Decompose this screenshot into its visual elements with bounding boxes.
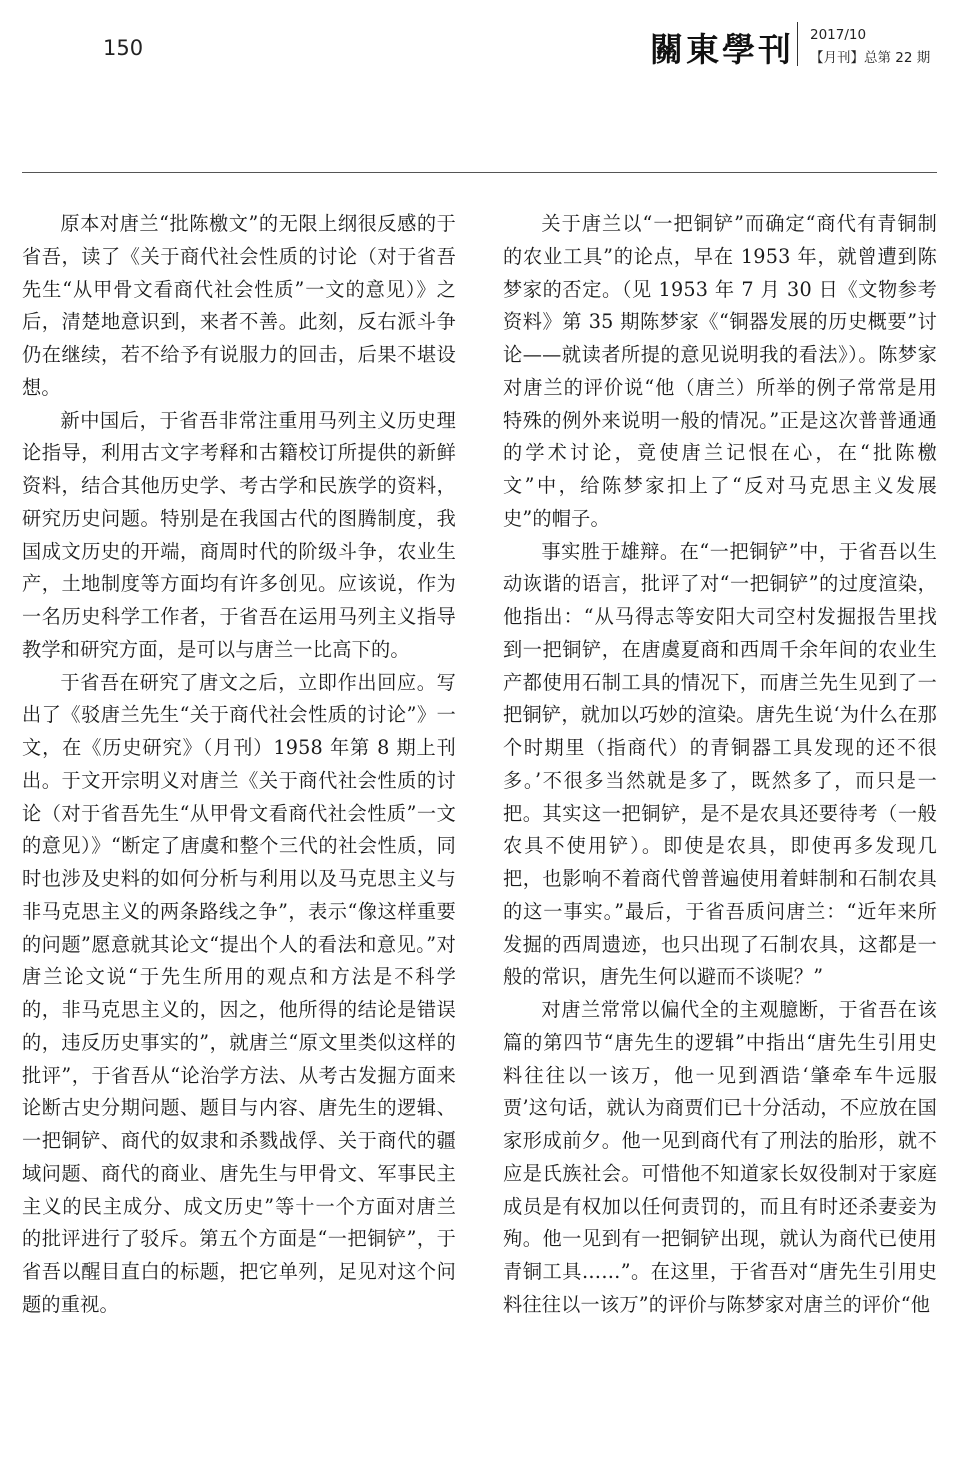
right-column xyxy=(503,208,937,1322)
page-header xyxy=(0,0,958,175)
header-divider xyxy=(797,22,798,66)
page-number: 150 xyxy=(103,36,144,60)
paragraph: 原本对唐兰“批陈檄文”的无限上纲很反感的于省吾，读了《关于商代社会性质的讨论（对于省吾先生“从甲骨文看商代社会性质”一文的意见）》之后，清楚地意识到，来者不善。此刻，反右派斗争仍在继续，若不给予有说服力的回击，后果不堪设想。 xyxy=(22,212,456,399)
issue-info: 【月刊】总第 22 期 xyxy=(810,50,931,66)
paragraph: 对唐兰常常以偏代全的主观臆断，于省吾在该篇的第四节“唐先生的逻辑”中指出“唐先生引用史料往往以一该万，他一见到酒诰‘肇牵车牛远服贾’这句话，就认为商贾们已十分活动，不应放在国家形成前夕。他一见到商代有了刑法的胎形，就不应是氏族社会。可惜他不知道家长奴役制对于家庭成员是有权加以任何责罚的，而且有时还杀妻妾为殉。他一见到有一把铜铲出现，就认为商代已使用青铜工具……”。在这里，于省吾对“唐先生引用史料往往以一该万”的评价与陈梦家对唐兰的评价“他 xyxy=(503,998,937,1316)
paragraph: 关于唐兰以“一把铜铲”而确定“商代有青铜制的农业工具”的论点，早在 1953 年，就曾遭到陈梦家的否定。（见 1953 年 7 月 30 日《文物参考资料》第 35 期陈梦家《“铜器发展的历史概要”讨论——就读者所提的意见说明我的看法》）。陈梦家对唐兰的评价说“他（唐兰）所举的例子常常是用特殊的例外来说明一般的情况。”正是这次普普通通的学术讨论，竟使唐兰记恨在心，在“批陈檄文”中，给陈梦家扣上了“反对马克思主义发展史”的帽子。 xyxy=(503,212,937,530)
paragraph: 于省吾在研究了唐文之后，立即作出回应。写出了《驳唐兰先生“关于商代社会性质的讨论”》一文，在《历史研究》（月刊）1958 年第 8 期上刊出。于文开宗明义对唐兰《关于商代社会性质的讨论（对于省吾先生“从甲骨文看商代社会性质”一文的意见）》“断定了唐虞和整个三代的社会性质，同时也涉及史料的如何分析与利用以及马克思主义与非马克思主义的两条路线之争”，表示“像这样重要的问题”愿意就其论文“提出个人的看法和意见。”对唐兰论文说“于先生所用的观点和方法是不科学的，非马克思主义的，因之，他所得的结论是错误的，违反历史事实的”，就唐兰“原文里类似这样的批评”，于省吾从“论治学方法、从考古发掘方面来论断古史分期问题、题目与内容、唐先生的逻辑、一把铜铲、商代的奴隶和杀戮战俘、关于商代的疆域问题、商代的商业、唐先生与甲骨文、军事民主主义的民主成分、成文历史”等十一个方面对唐兰的批评进行了驳斥。第五个方面是“一把铜铲”，于省吾以醒目直白的标题，把它单列，足见对这个问题的重视。 xyxy=(22,670,456,1316)
left-column xyxy=(22,208,456,1322)
paragraph: 新中国后，于省吾非常注重用马列主义历史理论指导，利用古文字考释和古籍校订所提供的新鲜资料，结合其他历史学、考古学和民族学的资料，研究历史问题。特别是在我国古代的图腾制度，我国成文历史的开端，商周时代的阶级斗争，农业生产，土地制度等方面均有许多创见。应该说，作为一名历史科学工作者，于省吾在运用马列主义指导教学和研究方面，是可以与唐兰一比高下的。 xyxy=(22,408,456,661)
header-rule xyxy=(22,172,937,173)
issue-date: 2017/10 xyxy=(810,27,867,43)
paragraph: 事实胜于雄辩。在“一把铜铲”中，于省吾以生动诙谐的语言，批评了对“一把铜铲”的过度渲染，他指出：“从马得志等安阳大司空村发掘报告里找到一把铜铲，在唐虞夏商和西周千余年间的农业生产都使用石制工具的情况下，而唐兰先生见到了一把铜铲，就加以巧妙的渲染。唐先生说‘为什么在那个时期里（指商代）的青铜器工具发现的还不很多。’不很多当然就是多了，既然多了，而只是一把。其实这一把铜铲，是不是农具还要待考（一般农具不使用铲）。即使是农具，即使再多发现几把，也影响不着商代曾普遍使用着蚌制和石制农具的这一事实。”最后，于省吾质问唐兰：“近年来所发掘的西周遗迹，也只出现了石制农具，这都是一般的常识，唐先生何以避而不谈呢？” xyxy=(503,539,937,989)
journal-title: 關東學刊 xyxy=(650,30,794,69)
